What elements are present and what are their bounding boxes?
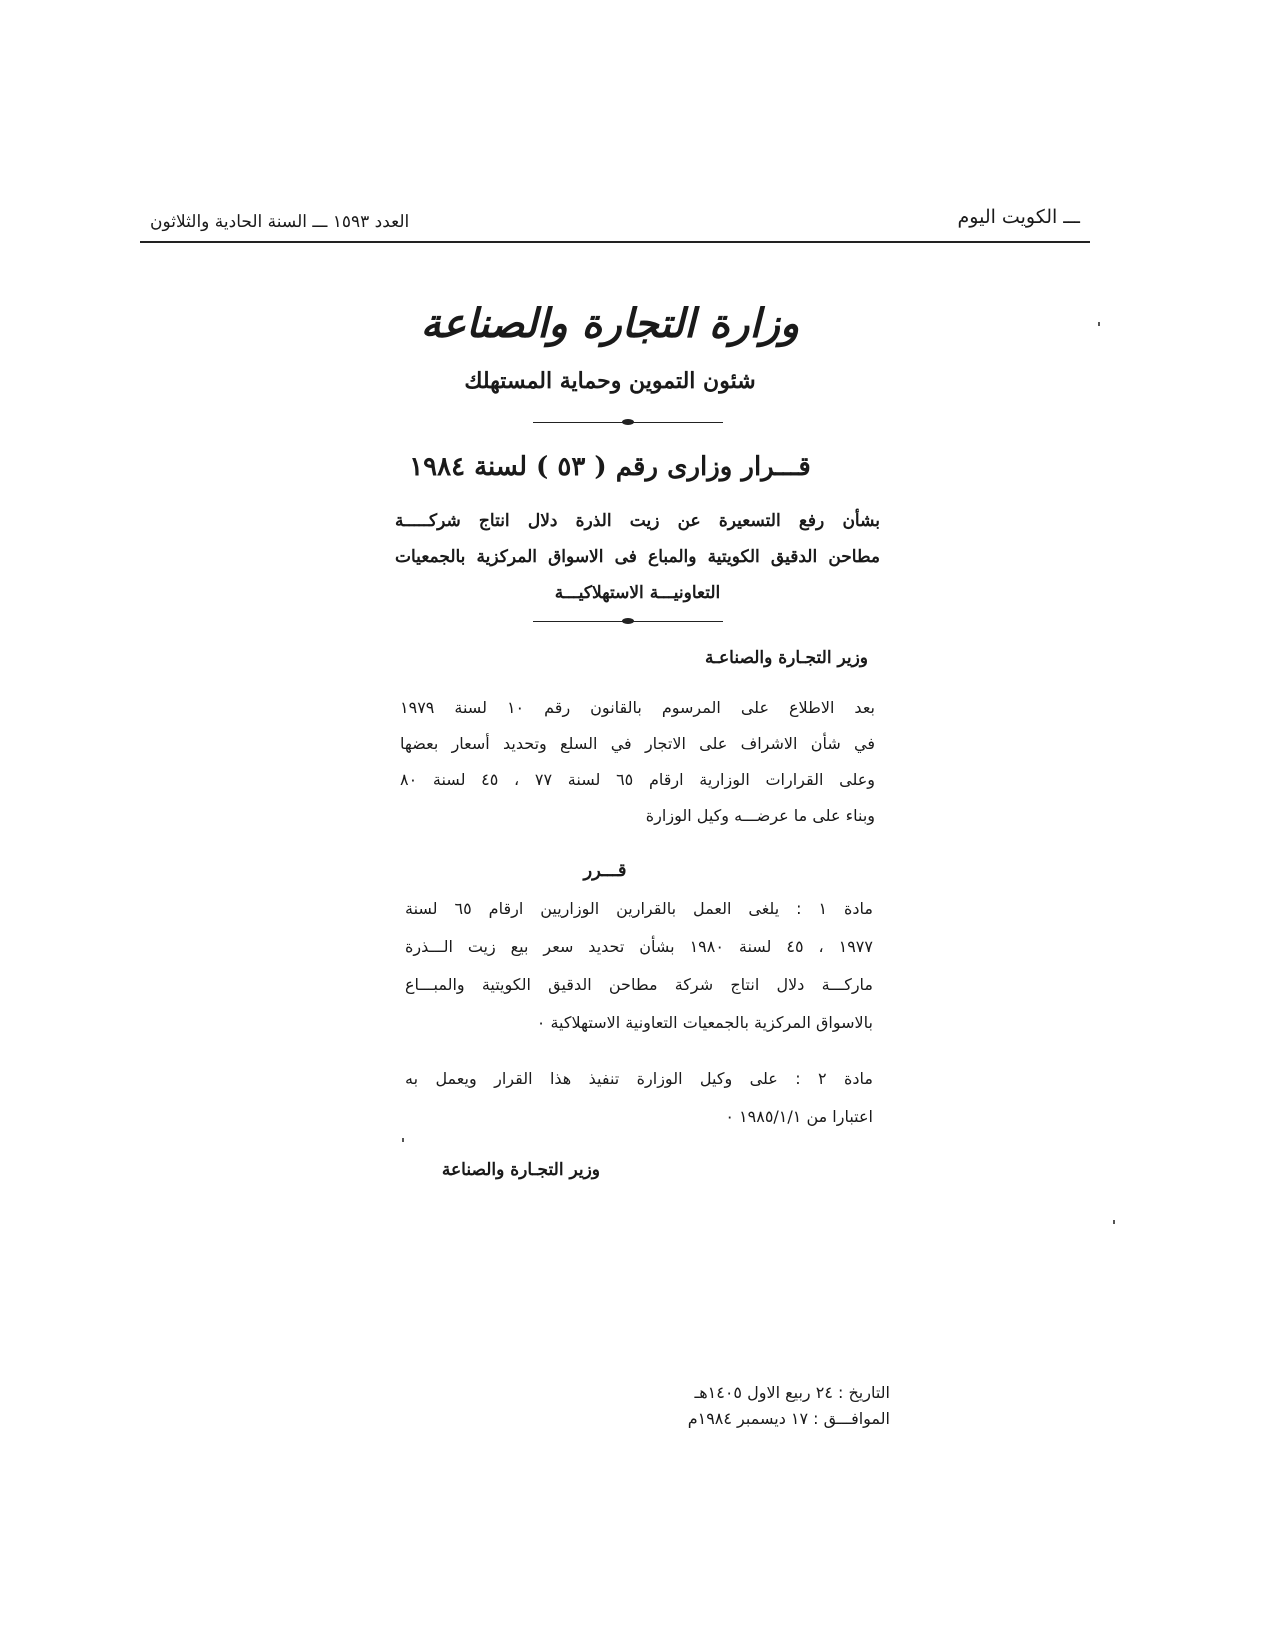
article-2 [405,1060,873,1136]
gregorian-date: الموافـــق : ١٧ ديسمبر ١٩٨٤م [687,1409,890,1428]
article-1 [405,890,873,1042]
ornament-divider [533,617,723,627]
issue-number: العدد ١٥٩٣ ـــ السنة الحادية والثلاثون [150,212,410,232]
decides-heading: قـــرر [583,860,627,881]
scan-speck [1113,1220,1115,1224]
department-title: شئون التموين وحماية المستهلك [464,368,756,394]
preamble [400,690,875,834]
scan-speck [1098,322,1100,326]
scan-speck [402,1138,404,1142]
publication-name: ـــ الكويت اليوم [957,206,1080,228]
ministry-title: وزارة التجارة والصناعة [420,300,800,347]
subject-line: التعاونيـــة الاستهلاكيـــة [554,583,721,603]
preamble-line: وبناء على ما عرضـــه وكيل الوزارة [645,806,875,825]
subject-line: بشأن رفع التسعيرة عن زيت الذرة دلال انتاج شركـــــة [395,511,880,531]
decision-title: قـــرار وزارى رقم ( ٥٣ ) لسنة ١٩٨٤ [409,452,811,482]
ornament-divider [533,418,723,428]
hijri-date: التاريخ : ٢٤ ربيع الاول ١٤٠٥هـ [694,1383,890,1402]
preamble-line: في شأن الاشراف على الاتجار في السلع وتحديد أسعار بعضها [400,734,875,753]
header-rule [140,241,1090,243]
article-line: بالاسواق المركزية بالجمعيات التعاونية الاستهلاكية ٠ [536,1013,873,1032]
issue-dates [630,1380,890,1432]
preamble-line: وعلى القرارات الوزارية ارقام ٦٥ لسنة ٧٧ ، ٤٥ لسنة ٨٠ [400,770,876,789]
article-line: مادة ٢ : على وكيل الوزارة تنفيذ هذا القرار ويعمل به [405,1069,874,1088]
article-line: مادة ١ : يلغى العمل بالقرارين الوزاريين ارقام ٦٥ لسنة [405,899,873,918]
minister-signature: وزير التجـارة والصناعة [441,1160,600,1180]
article-line: اعتبارا من ١٩٨٥/١/١ ٠ [725,1107,873,1126]
decision-subject [395,503,880,611]
preamble-line: بعد الاطلاع على المرسوم بالقانون رقم ١٠ لسنة ١٩٧٩ [400,698,875,717]
article-line: ١٩٧٧ ، ٤٥ لسنة ١٩٨٠ بشأن تحديد سعر بيع زيت الـــذرة [405,937,873,956]
article-line: ماركـــة دلال انتاج شركة مطاحن الدقيق الكويتية والمبـــاع [405,975,873,994]
minister-heading: وزير التجـارة والصناعـة [704,648,868,668]
running-header [140,200,1090,245]
subject-line: مطاحن الدقيق الكويتية والمباع فى الاسواق المركزية بالجمعيات [395,547,880,567]
